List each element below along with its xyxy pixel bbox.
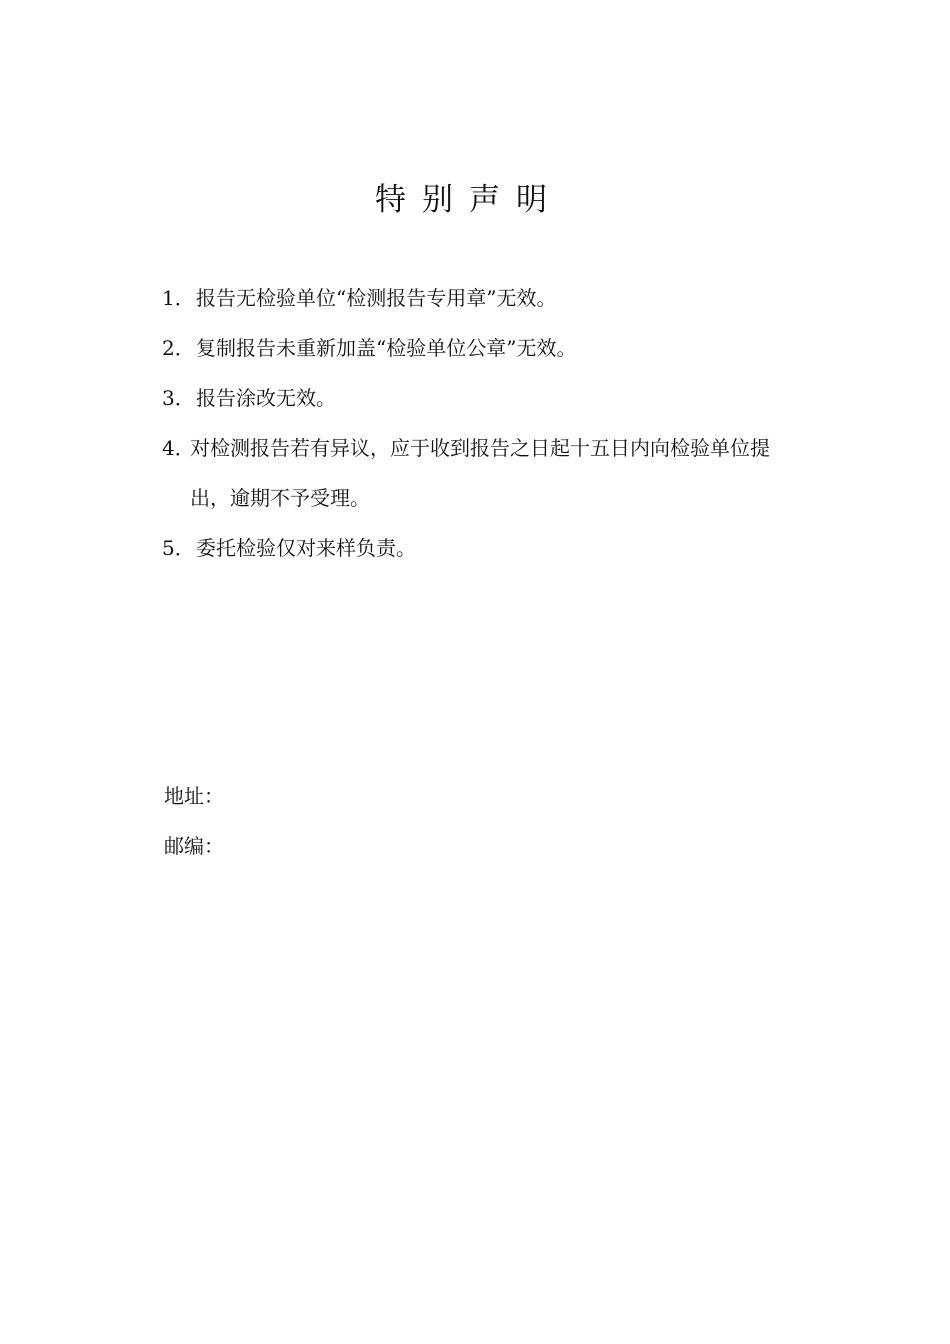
item-number: 1． [162, 286, 195, 310]
item-text: 报告涂改无效。 [196, 386, 336, 410]
statement-item-5 [162, 534, 416, 562]
statement-item-4 [162, 434, 770, 462]
item-text: 委托检验仅对来样负责。 [196, 536, 416, 560]
item-text: 复制报告未重新加盖“检验单位公章”无效。 [196, 336, 577, 360]
item-number: 4． [162, 436, 195, 460]
item-text: 对检测报告若有异议，应于收到报告之日起十五日内向检验单位提 [190, 436, 770, 460]
item-number: 3． [162, 386, 195, 410]
statement-item-4-continuation: 出，逾期不予受理。 [190, 486, 370, 510]
postcode-label: 邮编： [164, 834, 224, 858]
statement-item-1 [162, 284, 556, 312]
address-label: 地址： [164, 784, 224, 808]
item-text: 报告无检验单位“检测报告专用章”无效。 [196, 286, 557, 310]
statement-item-3 [162, 384, 336, 412]
page-title: 特别声明 [375, 182, 563, 218]
item-number: 2． [162, 336, 195, 360]
item-number: 5． [162, 536, 195, 560]
statement-item-2 [162, 334, 576, 362]
